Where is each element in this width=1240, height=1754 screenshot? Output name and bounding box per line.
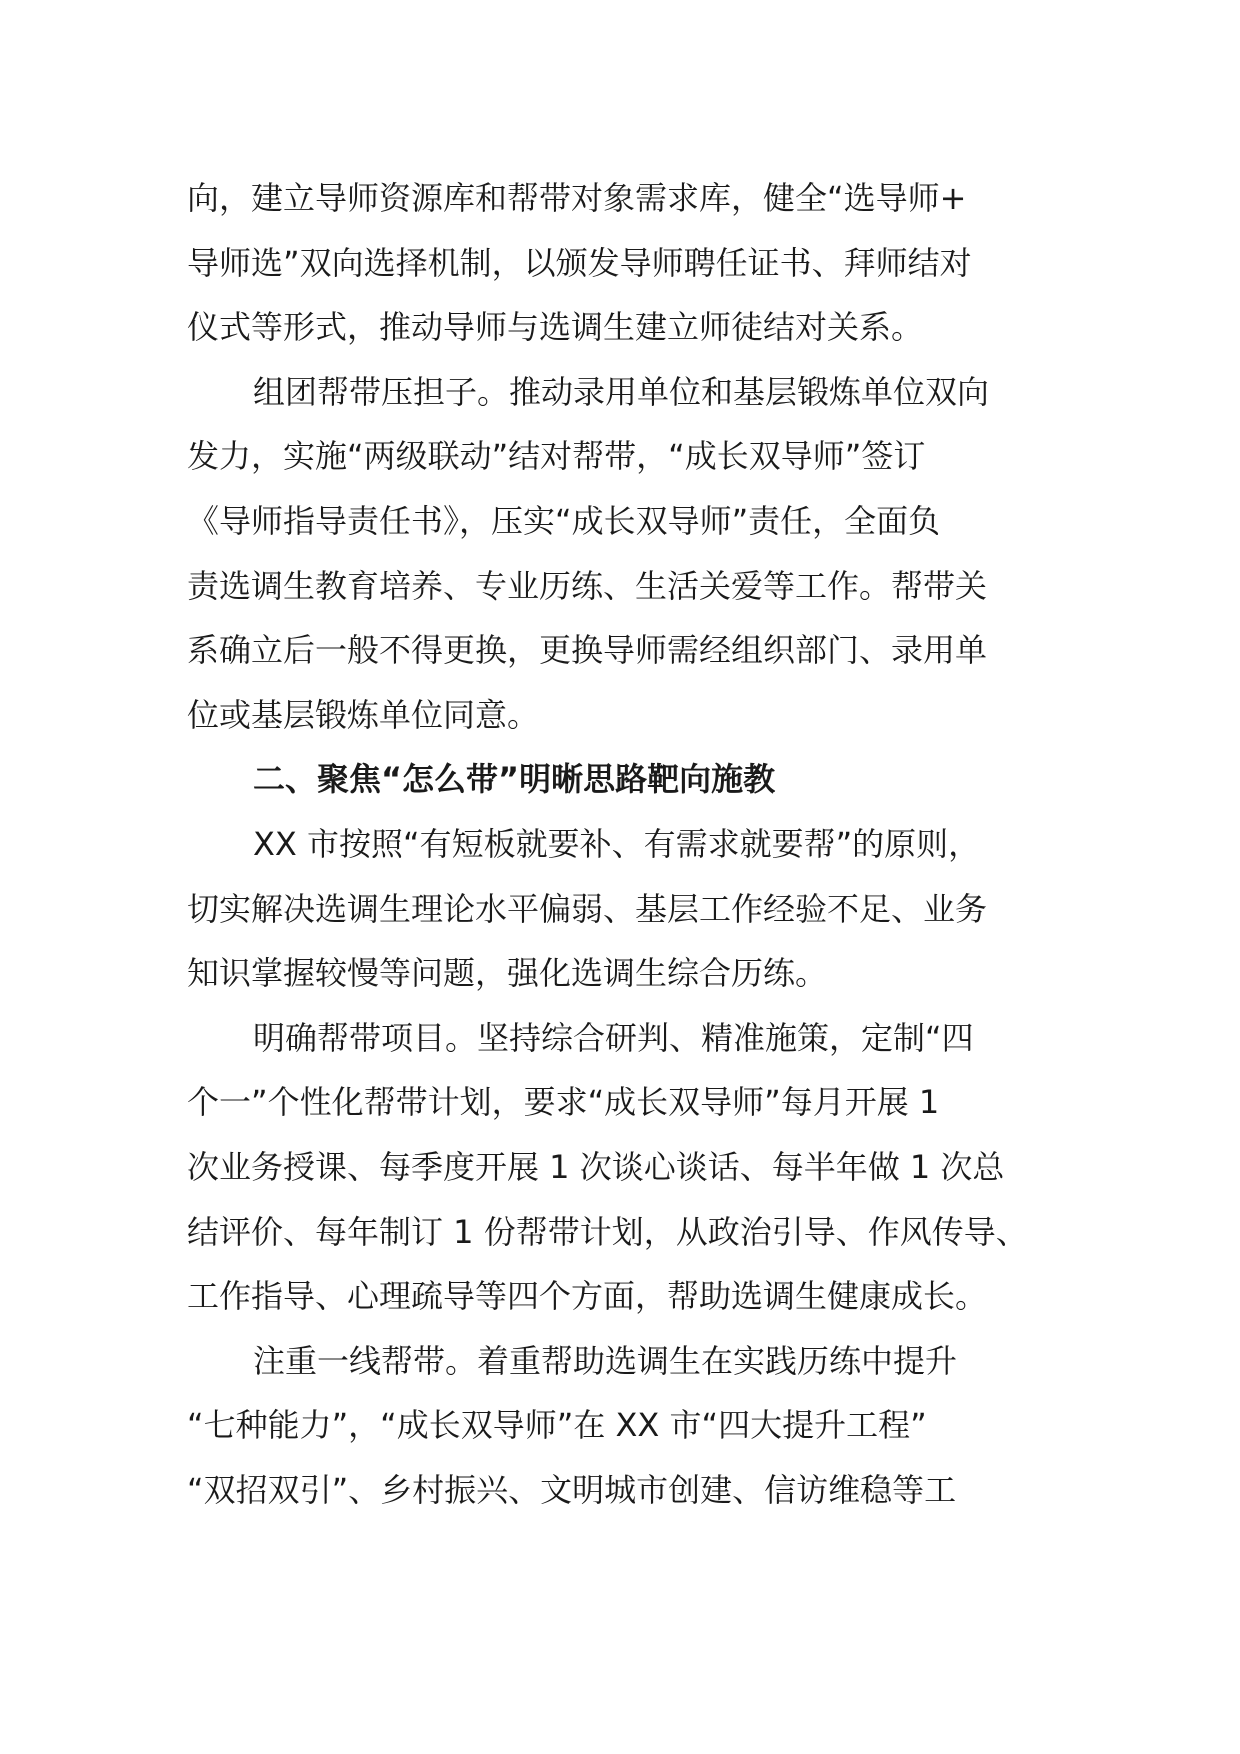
text-line: 切实解决选调生理论水平偏弱、基层工作经验不足、业务 bbox=[187, 889, 988, 928]
text-line: “双招双引”、乡村振兴、文明城市创建、信访维稳等工 bbox=[187, 1470, 957, 1509]
text-line: 知识掌握较慢等问题，强化选调生综合历练。 bbox=[187, 954, 828, 993]
document-body bbox=[187, 166, 1057, 1522]
text-line: 责选调生教育培养、专业历练、生活关爱等工作。帮带关 bbox=[187, 566, 988, 605]
text-line: 位或基层锻炼单位同意。 bbox=[187, 695, 540, 734]
text-line: “七种能力”，“成长双导师”在 XX 市“四大提升工程” bbox=[187, 1406, 927, 1445]
section-heading: 二、聚焦“怎么带”明晰思路靶向施教 bbox=[253, 760, 776, 799]
text-line: 个一”个性化帮带计划，要求“成长双导师”每月开展 1 bbox=[187, 1083, 940, 1122]
paragraph-first-line: 注重一线帮带。着重帮助选调生在实践历练中提升 bbox=[253, 1341, 958, 1380]
text-line: 结评价、每年制订 1 份帮带计划，从政治引导、作风传导、 bbox=[187, 1212, 1028, 1251]
text-line: 系确立后一般不得更换，更换导师需经组织部门、录用单 bbox=[187, 631, 988, 670]
paragraph-first-line: 组团帮带压担子。推动录用单位和基层锻炼单位双向 bbox=[253, 372, 990, 411]
text-line: 导师选”双向选择机制，以颁发导师聘任证书、拜师结对 bbox=[187, 243, 972, 282]
text-line: 次业务授课、每季度开展 1 次谈心谈话、每半年做 1 次总 bbox=[187, 1147, 1005, 1186]
text-line: 仪式等形式，推动导师与选调生建立师徒结对关系。 bbox=[187, 308, 924, 347]
text-line: 工作指导、心理疏导等四个方面，帮助选调生健康成长。 bbox=[187, 1277, 988, 1316]
paragraph-first-line: 明确帮带项目。坚持综合研判、精准施策，定制“四 bbox=[253, 1018, 974, 1057]
text-line: 发力，实施“两级联动”结对帮带，“成长双导师”签订 bbox=[187, 437, 926, 476]
text-line: 向，建立导师资源库和帮带对象需求库，健全“选导师+ bbox=[187, 179, 967, 217]
text-line: 《导师指导责任书》，压实“成长双导师”责任，全面负 bbox=[187, 501, 941, 540]
paragraph-first-line: XX 市按照“有短板就要补、有需求就要帮”的原则， bbox=[253, 824, 981, 863]
